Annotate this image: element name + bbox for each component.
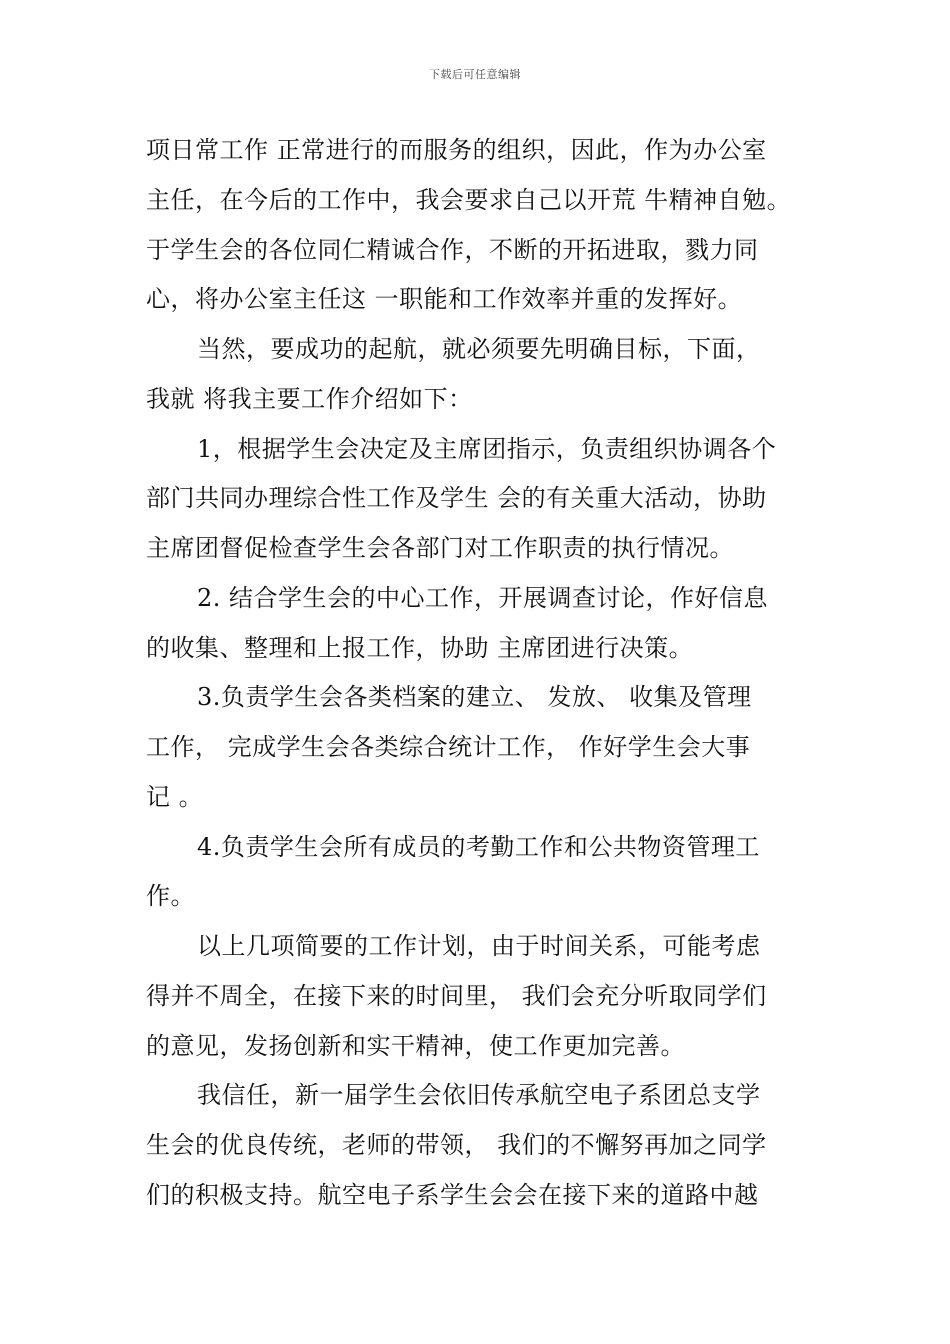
body-line: 生会的优良传统，老师的带领， 我们的不懈努再加之同学 xyxy=(146,1131,767,1159)
paragraph-first-line: 4.负责学生会所有成员的考勤工作和公共物资管理工 xyxy=(197,833,760,861)
body-line: 的意见，发扬创新和实干精神，使工作更加完善。 xyxy=(146,1032,685,1060)
body-line: 得并不周全，在接下来的时间里， 我们会充分听取同学们 xyxy=(146,982,767,1010)
body-line: 心，将办公室主任这 一职能和工作效率并重的发挥好。 xyxy=(146,285,743,313)
paragraph-first-line: 当然，要成功的起航，就必须要先明确目标，下面， xyxy=(197,335,761,363)
paragraph-first-line: 我信任，新一届学生会依旧传承航空电子系团总支学 xyxy=(197,1081,761,1109)
body-line: 的收集、整理和上报工作，协助 主席团进行决策。 xyxy=(146,634,694,662)
paragraph-first-line: 3.负责学生会各类档案的建立、 发放、 收集及管理 xyxy=(197,683,752,711)
body-line: 工作， 完成学生会各类综合统计工作， 作好学生会大事 xyxy=(146,733,751,761)
header-note: 下载后可任意编辑 xyxy=(429,68,521,81)
body-line: 记 。 xyxy=(146,783,204,811)
body-line: 部门共同办理综合性工作及学生 会的有关重大活动，协助 xyxy=(146,484,767,512)
paragraph-first-line: 以上几项简要的工作计划，由于时间关系，可能考虑 xyxy=(197,932,761,960)
body-line: 主席团督促检查学生会各部门对工作职责的执行情况。 xyxy=(146,534,734,562)
body-line: 们的积极支持。航空电子系学生会会在接下来的道路中越 xyxy=(146,1181,759,1209)
body-line: 主任，在今后的工作中，我会要求自己以开荒 牛精神自勉。 xyxy=(146,186,792,214)
body-line: 于学生会的各位同仁精诚合作，不断的开拓进取，戮力同 xyxy=(146,236,759,264)
body-line: 项日常工作 正常进行的而服务的组织，因此，作为办公室 xyxy=(146,136,767,164)
body-line: 我就 将我主要工作介绍如下： xyxy=(146,385,473,413)
paragraph-first-line: 1，根据学生会决定及主席团指示，负责组织协调各个 xyxy=(197,435,777,463)
body-line: 作。 xyxy=(146,882,195,910)
paragraph-first-line: 2. 结合学生会的中心工作，开展调查讨论，作好信息 xyxy=(197,584,769,612)
